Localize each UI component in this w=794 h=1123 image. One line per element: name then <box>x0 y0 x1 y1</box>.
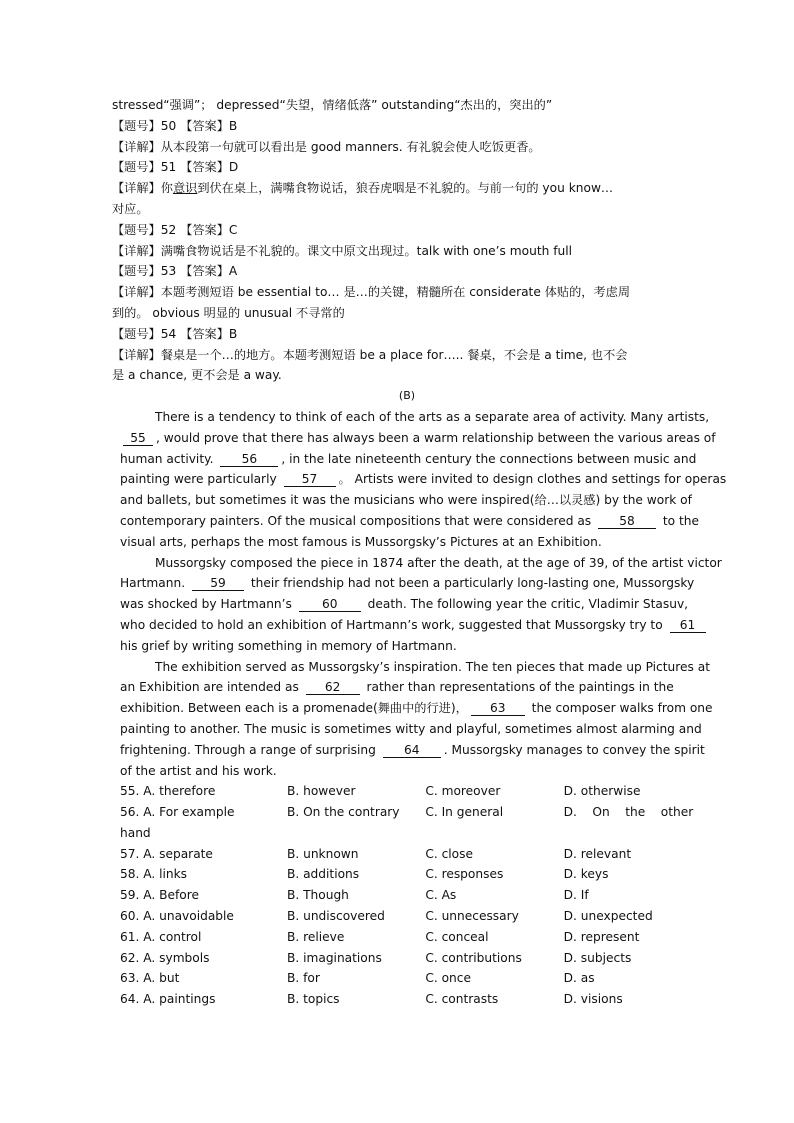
option-b[interactable]: B. additions <box>286 867 360 882</box>
blank-57[interactable]: 57 <box>284 472 336 487</box>
answer-header: 【题号】50 【答案】B <box>112 118 238 133</box>
option-row-61 <box>120 927 702 948</box>
passage-text: and ballets, but sometimes it was the musicians who were inspired(给…以灵感) by the work of <box>120 493 692 508</box>
passage-line <box>120 490 694 511</box>
option-row-64 <box>120 989 702 1010</box>
answer-block-52 <box>112 220 702 262</box>
passage-text: There is a tendency to think of each of the arts as a separate area of activity. Many artists, <box>155 409 710 424</box>
option-row-56-cont <box>120 823 702 844</box>
passage-line <box>120 511 700 532</box>
option-d[interactable]: D. visions <box>563 992 623 1007</box>
option-c[interactable]: C. responses <box>425 867 504 882</box>
option-a[interactable]: 61. A. control <box>120 929 202 944</box>
passage-line <box>120 761 694 782</box>
passage-text: his grief by writing something in memory of Hartmann. <box>120 638 457 653</box>
option-c[interactable]: C. contributions <box>425 950 522 965</box>
option-c[interactable]: C. conceal <box>425 929 489 944</box>
passage-text: visual arts, perhaps the most famous is Mussorgsky’s Pictures at an Exhibition. <box>120 534 602 549</box>
option-b[interactable]: B. for <box>286 971 320 986</box>
option-row-62 <box>120 948 702 969</box>
answer-header: 【题号】54 【答案】B <box>112 326 238 341</box>
option-a[interactable]: 62. A. symbols <box>120 950 210 965</box>
section-label: (B) <box>398 389 416 403</box>
option-row-58 <box>120 864 702 885</box>
option-a[interactable]: 55. A. therefore <box>120 784 216 799</box>
passage-text: rather than representations of the paintings in the <box>366 680 674 695</box>
option-c[interactable]: C. unnecessary <box>425 909 519 924</box>
option-b[interactable]: B. relieve <box>286 929 345 944</box>
option-c[interactable]: C. moreover <box>425 784 501 799</box>
option-b[interactable]: B. topics <box>286 992 340 1007</box>
option-c[interactable]: C. In general <box>425 805 504 820</box>
option-b[interactable]: B. undiscovered <box>286 909 385 924</box>
passage-text: who decided to hold an exhibition of Hartmann’s work, suggested that Mussorgsky try to <box>120 617 663 632</box>
answer-detail <box>112 178 702 199</box>
vocab-note: stressed“强调”； depressed“失望，情绪低落” outstanding“杰出的，突出的” <box>112 98 553 112</box>
passage-text: Hartmann. <box>120 576 186 591</box>
passage-text: human activity. <box>120 451 214 466</box>
blank-63[interactable]: 63 <box>471 701 525 716</box>
options-list <box>120 781 702 1010</box>
passage-line <box>120 573 694 594</box>
answer-detail-text: 【详解】你 <box>112 181 173 196</box>
passage-text: . Mussorgsky manages to convey the spirit <box>443 742 705 757</box>
blank-62[interactable]: 62 <box>306 680 360 695</box>
blank-55[interactable]: 55 <box>123 431 153 446</box>
option-row-60 <box>120 906 702 927</box>
passage-text: to the <box>662 513 700 528</box>
option-b[interactable]: B. Though <box>286 888 349 903</box>
passage-line <box>120 657 710 678</box>
option-a[interactable]: 56. A. For example <box>120 805 235 820</box>
option-d[interactable]: D. otherwise <box>563 784 641 799</box>
passage-line <box>120 449 697 470</box>
option-b[interactable]: B. unknown <box>286 846 359 861</box>
answer-header: 【题号】51 【答案】D <box>112 160 239 175</box>
option-d-continued: hand <box>120 825 151 840</box>
answer-block-50 <box>112 116 702 158</box>
passage-line <box>120 740 705 761</box>
document-page <box>112 95 727 1010</box>
passage-text: Mussorgsky composed the piece in 1874 after the death, at the age of 39, of the artist victor <box>155 555 722 570</box>
answer-header: 【题号】53 【答案】A <box>112 264 238 279</box>
passage-line <box>120 469 727 490</box>
passage-line <box>120 719 702 740</box>
option-a[interactable]: 60. A. unavoidable <box>120 909 234 924</box>
option-b[interactable]: B. imaginations <box>286 950 382 965</box>
answer-detail: 【详解】满嘴食物说话是不礼貌的。课文中原文出现过。talk with one’s mouth full <box>112 243 572 258</box>
blank-61[interactable]: 61 <box>670 618 706 633</box>
blank-60[interactable]: 60 <box>299 597 361 612</box>
option-d[interactable]: D. If <box>563 888 589 903</box>
option-d[interactable]: D. relevant <box>563 846 632 861</box>
passage-line <box>120 532 694 553</box>
passage-line <box>120 594 694 615</box>
option-a[interactable]: 59. A. Before <box>120 888 199 903</box>
passage-line <box>120 615 694 636</box>
passage-text: the composer walks from one <box>531 701 713 716</box>
passage-line <box>120 428 716 449</box>
answer-detail: 【详解】餐桌是一个…的地方。本题考测短语 be a place for….. 餐桌，不会是 a time, 也不会 <box>112 347 628 362</box>
passage-text: 。 Artists were invited to design clothes and settings for operas <box>338 472 727 487</box>
blank-59[interactable]: 59 <box>192 576 244 591</box>
answer-detail-text: 到伏在桌上，满嘴食物说话，狼吞虎咽是不礼貌的。与前一句的 you know… <box>197 181 614 196</box>
passage-text: their friendship had not been a particularly long-lasting one, Mussorgsky <box>250 576 695 591</box>
option-d[interactable]: D. unexpected <box>563 909 653 924</box>
option-a[interactable]: 63. A. but <box>120 971 180 986</box>
passage-line <box>120 553 722 574</box>
option-b[interactable]: B. however <box>286 784 356 799</box>
option-a[interactable]: 57. A. separate <box>120 846 213 861</box>
answer-detail-cont: 是 a chance, 更不会是 a way. <box>112 368 282 383</box>
answer-block-54 <box>112 324 702 386</box>
answer-block-53 <box>112 261 702 323</box>
answer-block-51 <box>112 157 702 219</box>
passage-text: of the artist and his work. <box>120 763 277 778</box>
option-row-57 <box>120 844 702 865</box>
blank-64[interactable]: 64 <box>383 743 441 758</box>
passage-line <box>120 698 713 719</box>
answer-detail: 【详解】本题考测短语 be essential to… 是…的关键，精髓所在 considerate 体贴的，考虑周 <box>112 285 631 300</box>
option-d[interactable]: D. represent <box>563 929 640 944</box>
passage-text: an Exhibition are intended as <box>120 680 299 695</box>
passage-line <box>120 636 694 657</box>
option-d[interactable]: D. keys <box>563 867 609 882</box>
option-b[interactable]: B. On the contrary <box>286 805 400 820</box>
answer-detail: 【详解】从本段第一句就可以看出是 good manners. 有礼貌会使人吃饭更香。 <box>112 139 541 154</box>
answer-header: 【题号】52 【答案】C <box>112 222 238 237</box>
passage-line <box>120 407 710 428</box>
answer-detail-cont: 到的。 obvious 明显的 unusual 不寻常的 <box>112 305 345 320</box>
option-row-56 <box>120 802 702 823</box>
passage-text: The exhibition served as Mussorgsky’s inspiration. The ten pieces that made up Pictures at <box>155 659 710 674</box>
passage-text: frightening. Through a range of surprising <box>120 742 376 757</box>
passage-text: contemporary painters. Of the musical compositions that were considered as <box>120 513 592 528</box>
option-a[interactable]: 64. A. paintings <box>120 992 216 1007</box>
option-row-55 <box>120 781 702 802</box>
option-a[interactable]: 58. A. links <box>120 867 188 882</box>
underlined-word: 意识 <box>172 181 198 196</box>
blank-56[interactable]: 56 <box>220 452 278 467</box>
option-row-63 <box>120 968 702 989</box>
passage-text: , in the late nineteenth century the connections between music and <box>281 451 697 466</box>
passage-text: death. The following year the critic, Vladimir Stasuv, <box>367 597 689 612</box>
option-c[interactable]: C. As <box>425 888 457 903</box>
option-row-59 <box>120 885 702 906</box>
passage-text: was shocked by Hartmann’s <box>120 597 292 612</box>
answer-detail-cont: 对应。 <box>112 201 149 216</box>
passage <box>120 407 727 781</box>
passage-text: painting were particularly <box>120 472 277 487</box>
passage-text: , would prove that there has always been a warm relationship between the various areas of <box>156 430 716 445</box>
option-c[interactable]: C. close <box>425 846 473 861</box>
option-c[interactable]: C. contrasts <box>425 992 499 1007</box>
passage-text: exhibition. Between each is a promenade(舞曲中的行进)， <box>120 701 468 716</box>
passage-text: painting to another. The music is sometimes witty and playful, sometimes almost alarming and <box>120 721 702 736</box>
passage-line <box>120 677 694 698</box>
option-d[interactable]: D. subjects <box>563 950 632 965</box>
option-d[interactable]: D. as <box>563 971 595 986</box>
blank-58[interactable]: 58 <box>598 514 656 529</box>
option-d[interactable]: D. On the other <box>563 805 694 820</box>
option-c[interactable]: C. once <box>425 971 471 986</box>
